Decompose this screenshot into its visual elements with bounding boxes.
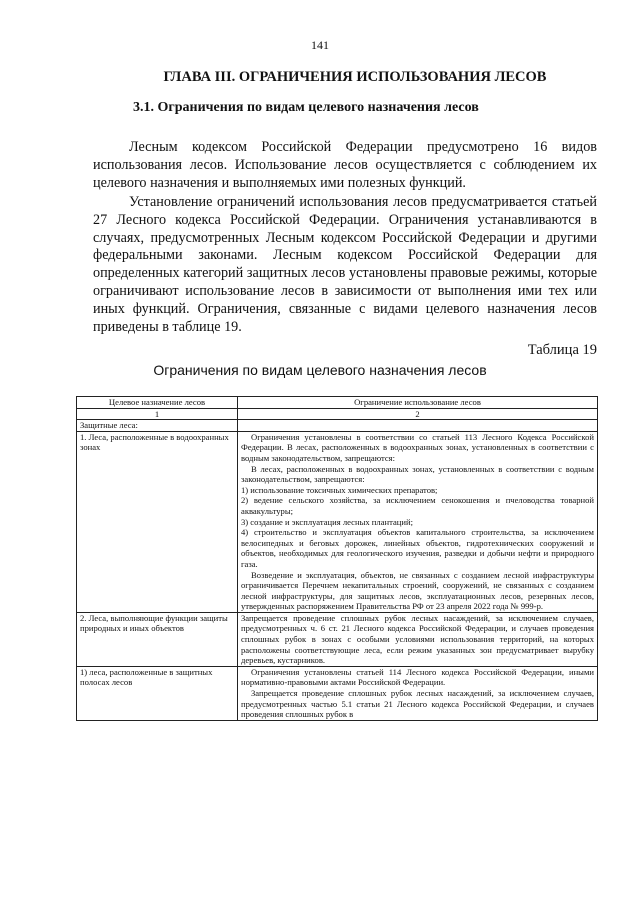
restriction-text: 1) использование токсичных химических препаратов; <box>241 484 438 495</box>
table-header-purpose: Целевое назначение лесов <box>77 397 238 409</box>
paragraph-1-text: Лесным кодексом Российской Федерации предусмотрено 16 видов использования лесов. Использование лесов осуществляется с соблюдением их целевого назначения и выполняемых ими полезных функций. <box>93 139 597 191</box>
restriction-cell <box>238 666 598 720</box>
table-row <box>77 431 598 612</box>
group-label: Защитные леса: <box>77 420 238 432</box>
restriction-text: Ограничения установлены статьей 114 Лесного кодекса Российской Федерации, иными нормативно-правовыми актами Российской Федерации. <box>241 666 594 688</box>
group-empty-cell <box>238 420 598 432</box>
restriction-cell <box>238 612 598 666</box>
restriction-text: Запрещается проведение сплошных рубок лесных насаждений, за исключением случаев, предусмотренных частью 5.1 статьи 21 Лесного кодекса Российской Федерации, и случаев проведения сплошных рубок в <box>241 688 594 720</box>
restrictions-table <box>76 396 598 721</box>
chapter-title: ГЛАВА III. ОГРАНИЧЕНИЯ ИСПОЛЬЗОВАНИЯ ЛЕСОВ <box>163 69 547 85</box>
table-caption: Ограничения по видам целевого назначения лесов <box>153 362 487 378</box>
table-column-number-row <box>77 408 598 420</box>
purpose-cell: 1. Леса, расположенные в водоохранных зонах <box>77 431 238 612</box>
table-group-row <box>77 420 598 432</box>
restriction-text: Ограничения установлены в соответствии со статьей 113 Лесного Кодекса Российской Федерации. В лесах, расположенных в водоохранных зонах, установленных в соответствии с водным законодательством, запрещаются: <box>241 431 594 463</box>
restriction-text: В лесах, расположенных в водоохранных зонах, установленных в соответствии с водным законодательством, запрещаются: <box>241 463 594 485</box>
restriction-text: 3) создание и эксплуатация лесных плантаций; <box>241 516 413 527</box>
paragraph-2 <box>93 194 597 336</box>
restriction-text: 4) строительство и эксплуатация объектов капитального строительства, за исключением велосипедных и беговых дорожек, линейных объектов, гидротехнических сооружений и объектов, необходимых для геологического изучения, разведки и добычи нефти и природного газа. <box>241 527 594 569</box>
paragraph-1 <box>93 139 597 192</box>
table-label: Таблица 19 <box>527 342 597 358</box>
table-header-row <box>77 397 598 409</box>
restriction-text: 2) ведение сельского хозяйства, за исключением сенокошения и пчеловодства товарной аквакультуры; <box>241 495 594 516</box>
page-number: 141 <box>311 38 329 52</box>
table-header-restriction: Ограничение использование лесов <box>238 397 598 409</box>
paragraph-2-text: Установление ограничений использования лесов предусматривается статьей 27 Лесного кодекса Российской Федерации. Ограничения устанавливаются в случаях, предусмотренных Лесным кодексом Российской Федерации и другими федеральными законами. Лесным кодексом Российской Федерации для определенных категорий защитных лесов установлены правовые режимы, которые ограничивают использование лесов в зависимости от выполнения ими тех или иных функций. Ограничения, связанные с видами целевого назначения лесов приведены в таблице 19. <box>93 194 597 335</box>
restriction-cell <box>238 431 598 612</box>
page-bottom-edge <box>0 896 640 905</box>
restriction-text: Запрещается проведение сплошных рубок лесных насаждений, за исключением случаев, предусмотренных ч. 6 ст. 21 Лесного кодекса Российской Федерации, и случаев проведения сплошных рубок в зонах с особыми условиями использования территорий, на которых расположены соответствующие леса, если режим указанных зон предусматривает вырубку деревьев, кустарников. <box>241 612 594 666</box>
restriction-text: Возведение и эксплуатация, объектов, не связанных с созданием лесной инфраструктуры ограничивается Перечнем некапитальных строений, сооружений, не связанных с созданием лесной инфраструктуры, для защитных лесов, эксплуатационных лесов, резервных лесов, утвержденных распоряжением Правительства РФ от 23 апреля 2022 года № 999-р. <box>241 569 594 612</box>
column-number-1: 1 <box>77 408 238 420</box>
purpose-cell: 1) леса, расположенные в защитных полосах лесов <box>77 666 238 720</box>
purpose-cell: 2. Леса, выполняющие функции защиты природных и иных объектов <box>77 612 238 666</box>
column-number-2: 2 <box>238 408 598 420</box>
table-row <box>77 612 598 666</box>
section-title: 3.1. Ограничения по видам целевого назначения лесов <box>133 100 479 115</box>
table-row <box>77 666 598 720</box>
